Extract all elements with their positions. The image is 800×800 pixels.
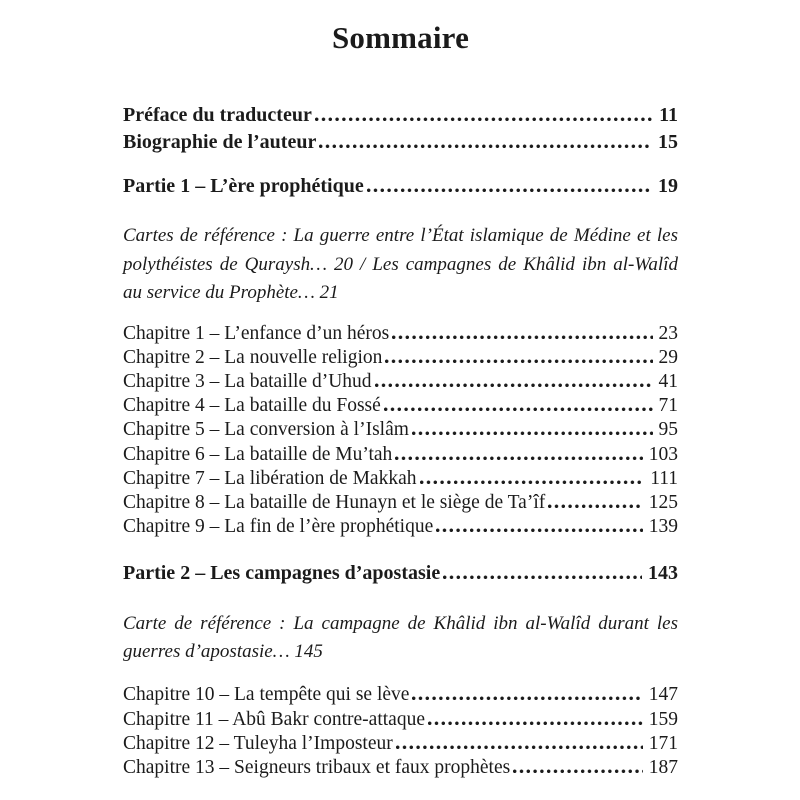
toc-entry-label: Chapitre 7 – La libération de Makkah [123,467,417,489]
dot-leader [375,382,653,387]
toc-entry-label: Chapitre 13 – Seigneurs tribaux et faux prophètes [123,756,511,778]
toc-entry-label: Chapitre 9 – La fin de l’ère prophétique [123,516,434,538]
toc-entry-label: Chapitre 6 – La bataille de Mu’tah [123,443,393,465]
page-title: Sommaire [331,20,470,55]
toc-entry-label: Chapitre 1 – L’enfance d’un héros [123,322,390,344]
toc-entry-chapter-7 [123,467,678,491]
part-2-chapter-list [123,683,678,780]
dot-leader [384,406,653,411]
toc-entry-page: 125 [648,491,678,513]
toc-entry-page: 41 [658,370,678,392]
toc-entry-label: Chapitre 2 – La nouvelle religion [123,346,383,368]
toc-entry-part-1 [123,173,678,200]
toc-entry-chapter-4 [123,394,678,418]
toc-entry-part-2 [123,560,678,587]
dot-leader [513,768,643,773]
toc-entry-label: Chapitre 11 – Abû Bakr contre-attaque [123,708,425,730]
toc-entry-chapter-9 [123,515,678,539]
toc-entry-page: 171 [648,732,678,754]
dot-leader [436,527,642,532]
toc-entry-page: 143 [648,562,678,585]
toc-entry-page: 23 [658,322,678,344]
toc-entry-label: Chapitre 5 – La conversion à l’Islâm [123,419,409,441]
toc-entry-chapter-10 [123,683,678,707]
toc-entry-label: Chapitre 10 – La tempête qui se lève [123,684,410,706]
toc-entry-chapter-13 [123,756,678,780]
dot-leader [315,116,653,121]
toc-entry-label: Biographie de l’auteur [123,131,317,153]
dot-leader [412,695,642,700]
toc-entry-biographie [123,129,678,156]
dot-leader [392,334,652,339]
toc-entry-label: Chapitre 4 – La bataille du Fossé [123,395,381,417]
toc-entry-chapter-6 [123,443,678,467]
toc-entry-chapter-1 [123,322,678,346]
toc-entry-page: 111 [650,467,678,489]
dot-leader [420,479,645,484]
dot-leader [385,358,652,363]
toc-entry-label: Chapitre 8 – La bataille de Hunayn et le siège de Ta’îf [123,491,546,513]
toc-entry-label: Partie 1 – L’ère prophétique [123,175,364,197]
toc-entry-label: Chapitre 3 – La bataille d’Uhud [123,370,372,392]
front-matter-section [123,102,678,156]
toc-entry-page: 95 [658,419,678,441]
toc-entry-page: 19 [658,175,678,197]
part-1-maps-note: Cartes de référence : La guerre entre l’État islamique de Médine et les polythéistes de Quraysh… 20 / Les campagnes de Khâlid ibn al-Walîd au service du Prophète… 21 [123,225,678,303]
toc-entry-page: 187 [648,756,678,778]
part-2-maps-note: Carte de référence : La campagne de Khâlid ibn al-Walîd durant les guerres d’apostasie… 145 [123,613,678,663]
toc-entry-chapter-2 [123,346,678,370]
dot-leader [412,430,653,435]
toc-entry-chapter-3 [123,370,678,394]
toc-entry-preface [123,102,678,129]
toc-entry-page: 15 [658,131,678,153]
toc-entry-chapter-8 [123,491,678,515]
dot-leader [428,720,643,725]
toc-entry-page: 159 [648,708,678,730]
part-2-heading [123,560,678,587]
part-1-chapter-list [123,322,678,540]
toc-entry-label: Chapitre 12 – Tuleyha l’Imposteur [123,732,393,754]
toc-entry-chapter-12 [123,732,678,756]
toc-entry-page: 71 [658,395,678,417]
dot-leader [395,455,642,460]
toc-entry-label: Préface du traducteur [123,104,312,126]
toc-entry-page: 11 [659,104,678,126]
toc-entry-page: 139 [648,516,678,538]
toc-entry-page: 29 [658,346,678,368]
part-1-heading [123,173,678,200]
dot-leader [319,143,652,148]
dot-leader [396,744,643,749]
toc-entry-label: Partie 2 – Les campagnes d’apostasie [123,562,441,585]
toc-entry-page: 147 [648,684,678,706]
toc-entry-page: 103 [648,443,678,465]
dot-leader [367,187,652,192]
dot-leader [443,574,642,579]
toc-entry-chapter-5 [123,418,678,442]
toc-entry-chapter-11 [123,708,678,732]
dot-leader [548,503,643,508]
